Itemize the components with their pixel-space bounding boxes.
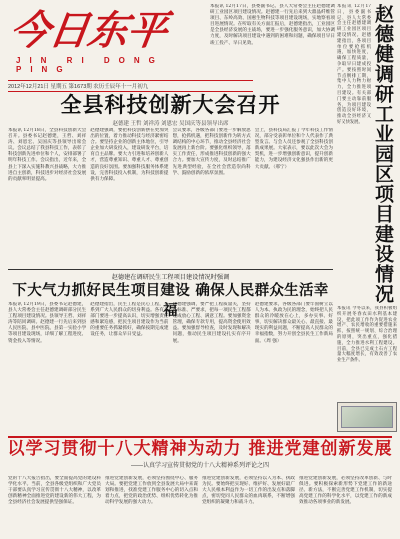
- lead-story-body: [8, 128, 333, 268]
- commentary-banner: [0, 438, 400, 472]
- section-divider: [8, 269, 333, 270]
- second-story-headline: 下大气力抓好民生项目建设 确保人民群众生活幸福: [12, 283, 329, 319]
- lead-headline: 全县科技创新大会召开: [60, 93, 281, 117]
- dateline: 2012年12月21日 星期五 第1673期 农历壬辰年十一月初九: [8, 80, 253, 92]
- lead-byline: 赵德建 王哲 刘祥涛 刘恩宏 吴国庆等县领导出席: [112, 121, 229, 127]
- ad-image: [341, 406, 393, 428]
- commentary-body: [8, 476, 392, 536]
- vertical-article-text: 本报讯 12月17日，县委副书记、县人大常委会主任赵德建调研工业园区项目建设情况。赵德建指出，各项目单位要抢抓机遇，加快进度，确保工程质量，争取早日建成投产。要按照时间节点倒排工期，集中人力物力财力，全力推进项目建设。有关部门要主动靠前服务，为项目建设创造良好环境，推动全县经济又好又快发展。: [337, 4, 371, 125]
- lead-col-1: 本报讯 12月18日，全县科技创新大会召开。县委书记赵德建，王哲、刘祥涛、刘恩宏、吴国庆等县领导出席会议。会议总结了我县科技工作，表彰了科技创新先进单位和个人，安排部署了明年科技工作。会议指出，近年来，全县上下深入实施科教兴县战略，大力推进自主创新，科技进步对经济社会发展的贡献率明显提高。: [8, 128, 87, 182]
- lead-col-4: 会上，县科技局汇报了今年科技工作情况，部分受表彰单位和个人代表作了典型发言。与会人员还参观了全县科技创新成果展。大家表示，要以此次大会为契机，进一步增强创新意识，提升创新能力，为建设经济文化强县作出新的更大贡献。（邢宁）: [254, 128, 333, 170]
- story2-col-3: 赵德建强调，要严把工程质量关，坚持高标准、严要求，把每一项民生工程都建成放心工程、满意工程。要加强资金管理，确保专款专用，提高资金使用效益。要加强督导检查，及时发现和解决问题，推动民生项目建设扎实有序开展。: [172, 302, 251, 344]
- bottom-col-3: 推进党建创新发展，必须坚持以人为本、执政为民。要始终把实现好、维护好、发展好最广大人民根本利益作为一切工作的出发点和落脚点，密切党同人民群众的血肉联系，不断增强党组织的凝聚力和战斗力。: [202, 476, 295, 506]
- bottom-col-2: 推进党建创新发展，必须坚持围绕中心、服务大局。要把党建工作放到全县发展大局中来谋划和推进，找准党建工作服务中心的切入点和着力点，把党的政治优势、组织优势转化为推动科学发展的强大动力。: [105, 476, 198, 506]
- bottom-col-4: 推进党建创新发展，必须坚持改革创新、与时俱进。要积极探索新形势下党建工作的新途径、新方法，不断完善党建工作机制，切实提高党建工作的科学化水平，以党建工作的新成效推动各项事业的新发展。: [299, 476, 392, 506]
- brief-top-article: [210, 4, 335, 82]
- vertical-article-body: [337, 4, 371, 304]
- banner-headline: 以学习贯彻十八大精神为动力 推进党建创新发展: [7, 439, 393, 459]
- ad-box: [337, 402, 397, 432]
- story2-col-4: 赵德建要求，各级各部门要牢固树立以人为本、执政为民的理念，始终把人民群众的冷暖放在心上，多办实事、好事，切实解决群众最关心、最直接、最现实的利益问题，不断提高人民群众的幸福指数，努力开创全县民生工作新局面。（周 强）: [254, 302, 333, 344]
- newspaper-logo: 今日东平: [6, 7, 170, 54]
- right-lower-text: 本报讯 今冬以来，我县积极组织开展冬春农田水利基本建设，把此项工作作为促进农业增产、农民增收的重要措施来抓，按照统一规划、综合治理的原则，突出重点，强化措施，全力推进水利工程建设。目前，全县已完成土石方工程量大幅度增长，有效改善了农业生产条件。: [337, 306, 397, 364]
- vertical-headline-article: [337, 4, 397, 304]
- masthead: [8, 6, 208, 76]
- masthead-pinyin: JIN RI DONG PING: [16, 56, 164, 74]
- story2-col-1: 本报讯 12月19日，县委书记赵德建，县人大常委会主任赵德建调研部分民生工程项目建设情况。县领导王哲、刘祥涛等陪同调研。赵德建一行先后来到县人民医院、县中医院、县第一实验小学等项目建设现场，详细了解工程进度、资金投入等情况。: [8, 302, 87, 344]
- lead-story-header: [8, 92, 333, 127]
- brief-top-text: 本报讯 12月17日，县委副书记、县人大常委会主任赵德建调研工业园区项目建设情况。赵德建一行先后来到大鼎晶纤维管项目、东岭高效、国惠生物科技等项目建设现场，实地察看项目进展情况。在听取有关方面汇报后，赵德建指出，工业园区是全县经济发展的主战场，要进一步强化服务意识，加大协调力度，及时解决项目建设中遇到的困难和问题，确保项目早日竣工投产、早日见效。: [210, 4, 335, 46]
- banner-subtitle: ——认真学习宣传贯彻党的十八大精神系列评论之四: [130, 463, 269, 469]
- second-story-body: [8, 302, 333, 434]
- bottom-col-1: 党的十八大报告指出，要全面提高党的建设科学化水平。当前，全县各级党组织和广大党员干部要认真学习宣传贯彻十八大精神，以改革创新精神全面推进党的建设新的伟大工程，为全县经济社会发展提供坚强保证。: [8, 476, 101, 506]
- lead-col-2: 赵德建强调，要把科技创新摆在更加突出的位置，着力推动科技与经济紧密结合。要坚持企业的创新主体地位，引导企业加大研发投入，建设研发平台，培育自主品牌。要大力引进和培养创新人才，营造尊重知识、尊重人才、尊重创造的良好氛围。要加强科技服务体系建设，完善科技投入机制，为科技创新提供有力保障。: [90, 128, 169, 182]
- right-lower-article: [337, 306, 397, 434]
- vertical-headline: 赵德健调研工业园区项目建设情况: [372, 4, 394, 304]
- lead-col-3: 会议要求，各级各部门要进一步解放思想，抢抓机遇，把科技创新作为转方式调结构的中心环节，推动全县经济社会发展再上新台阶。要强化组织领导，落实工作责任，形成推进科技创新的强大合力。要加大宣传力度，及时总结推广先进典型经验，在全社会营造崇尚科学、鼓励创新的浓厚氛围。: [172, 128, 251, 176]
- story2-col-2: 赵德建指出，民生工程是民心工程，关系到广大人民群众的切身利益。各有关部门要进一步提高认识，切实增强责任感和紧迫感，把民生项目建设作为当前的重要任务抓紧抓好，确保按期完成建设任务，让群众早日受益。: [90, 302, 169, 338]
- second-story-kicker: 赵德建在调研民生工程项目建设情况时强调: [111, 274, 230, 281]
